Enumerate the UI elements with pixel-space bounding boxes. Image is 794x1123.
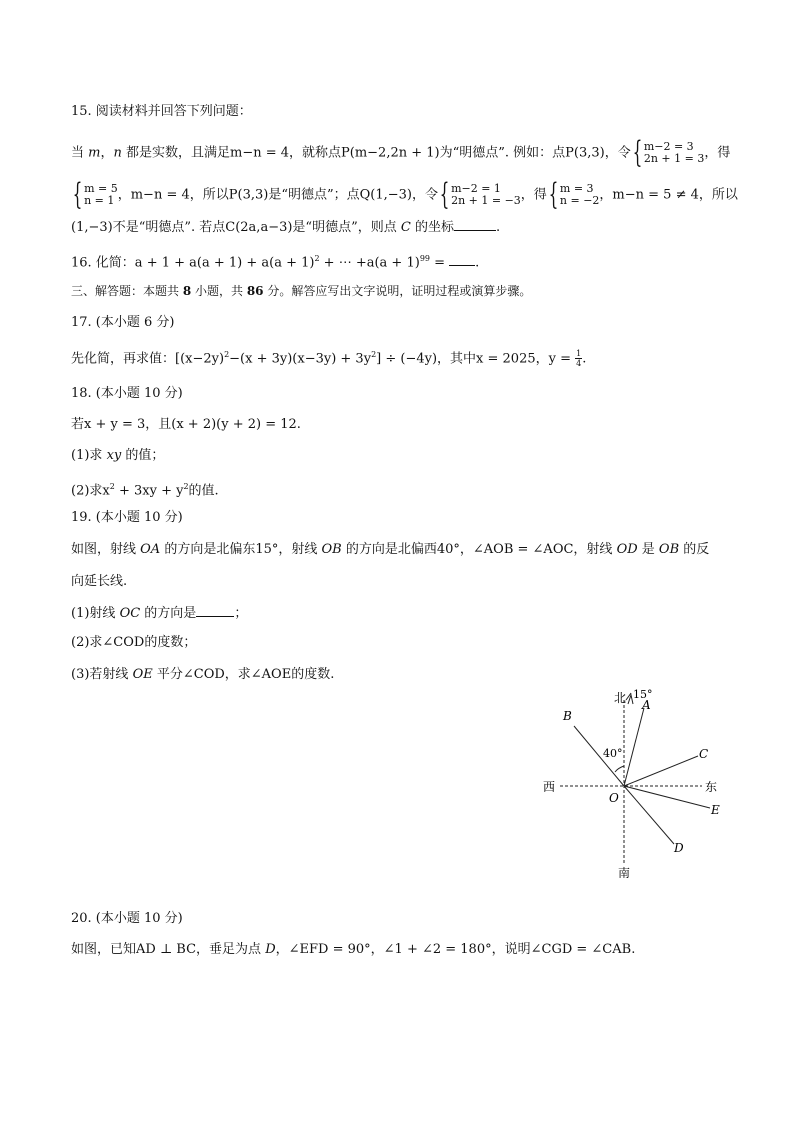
fraction: $\frac{1}{4}$ xyxy=(576,349,582,369)
ray-oa xyxy=(624,708,644,786)
answer-blank[interactable] xyxy=(449,252,475,266)
label-d: D xyxy=(674,841,684,855)
q15-line1: 当 m，n 都是实数，且满足m−n = 4，就称点P(m−2,2n + 1)为“明德点”. 例如：点P(3,3)，令 { m−2 = 3 2n + 1 = 3 ，得 xyxy=(71,135,731,170)
angle-40-arc xyxy=(615,766,624,772)
ray-oe xyxy=(624,786,710,808)
q19-part1: (1)射线 OC 的方向是 ； xyxy=(71,603,247,623)
q20-body: 如图，已知AD ⊥ BC，垂足为点 D，∠EFD = 90°，∠1 + ∠2 = 180°，说明∠CGD = ∠CAB. xyxy=(71,942,636,957)
direction-figure xyxy=(530,680,730,885)
q16: 16. 化简：$a + 1 + a(a + 1) + a(a + 1)^2$ + ⋯ $+a(a + 1)^{99}$ = . xyxy=(71,254,480,271)
label-east: 东 xyxy=(705,780,718,794)
q15-line2: { m = 5 n = 1 ，m−n = 4，所以P(3,3)是“明德点”；点Q(1,−3)，令 { m−2 = 1 2n + 1 = −3 ，得 { m = 3 n = −2 ，m−n = 5 ≠ 4，所以 xyxy=(72,177,738,212)
equation-system: { m−2 = 1 2n + 1 = −3 xyxy=(439,177,521,212)
q18-header: 18. (本小题 10 分) xyxy=(71,386,183,401)
q15-line3: (1,−3)不是“明德点”. 若点C(2a,a−3)是“明德点”，则点 C 的坐标 . xyxy=(71,217,500,237)
q19-line2: 向延长线. xyxy=(71,574,128,589)
q18-part2: (2)求$x^2 + 3xy + y^2$的值. xyxy=(71,482,219,499)
q17-body: 先化简，再求值：$[(x-2y)^2-(x + 3y)(x-3y) + 3y^2] \div (-4y)$，其中x = 2025，y = $\frac{1}{4}$ . xyxy=(71,349,587,369)
label-40deg: 40° xyxy=(603,747,623,760)
label-north: 北 xyxy=(614,691,627,705)
section-3-heading: 三、解答题：本题共 8 小题，共 86 分。解答应写出文字说明，证明过程或演算步骤。 xyxy=(71,284,532,298)
ray-oc xyxy=(624,756,698,786)
answer-blank[interactable] xyxy=(454,217,496,231)
q15-title: 15. 阅读材料并回答下列问题： xyxy=(71,104,252,119)
q19-line1: 如图，射线 OA 的方向是北偏东15°，射线 OB 的方向是北偏西40°，∠AOB = ∠AOC，射线 OD 是 OB 的反 xyxy=(71,542,710,557)
label-c: C xyxy=(699,747,709,761)
q19-part2: (2)求∠COD的度数； xyxy=(71,635,197,650)
label-o: O xyxy=(609,791,619,805)
answer-blank[interactable] xyxy=(196,603,234,617)
q19-header: 19. (本小题 10 分) xyxy=(71,510,183,525)
label-b: B xyxy=(563,709,572,723)
q17-header: 17. (本小题 6 分) xyxy=(71,315,175,330)
q18-given: 若x + y = 3，且(x + 2)(y + 2) = 12. xyxy=(71,417,301,432)
label-e: E xyxy=(711,803,720,817)
label-15deg: 15° xyxy=(633,688,653,701)
label-south: 南 xyxy=(618,866,631,880)
ray-od xyxy=(624,786,674,844)
label-a: A xyxy=(642,698,651,712)
q19-part3: (3)若射线 OE 平分∠COD，求∠AOE的度数. xyxy=(71,667,335,682)
equation-system: { m = 5 n = 1 xyxy=(72,177,118,212)
q20-header: 20. (本小题 10 分) xyxy=(71,911,183,926)
label-west: 西 xyxy=(543,780,556,794)
equation-system: { m−2 = 3 2n + 1 = 3 xyxy=(632,135,705,170)
q18-part1: (1)求 xy 的值； xyxy=(71,448,165,463)
equation-system: { m = 3 n = −2 xyxy=(548,177,600,212)
